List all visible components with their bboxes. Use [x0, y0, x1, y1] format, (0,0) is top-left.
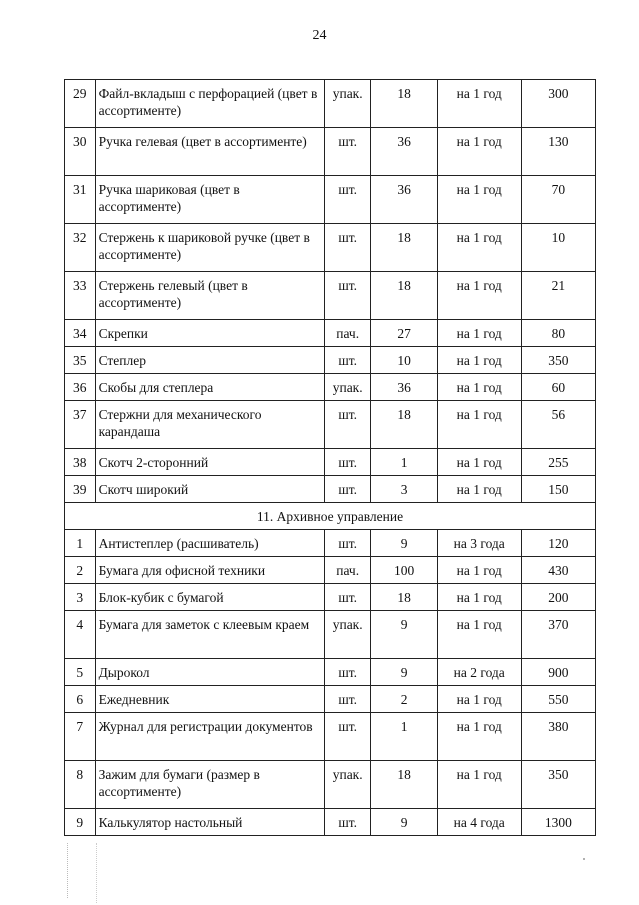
item-name: Стержень к шариковой ручке (цвет в ассортименте)	[95, 224, 324, 272]
unit-of-measure: упак.	[324, 761, 371, 809]
usage-period: на 3 года	[437, 530, 521, 557]
item-name: Ручка гелевая (цвет в ассортименте)	[95, 128, 324, 176]
quantity: 18	[371, 401, 437, 449]
section-header-row	[65, 503, 596, 530]
item-name: Ручка шариковая (цвет в ассортименте)	[95, 176, 324, 224]
table-row	[65, 374, 596, 401]
price: 350	[521, 761, 595, 809]
table-row	[65, 476, 596, 503]
price: 255	[521, 449, 595, 476]
table-row	[65, 176, 596, 224]
item-name: Бумага для офисной техники	[95, 557, 324, 584]
table-row	[65, 347, 596, 374]
unit-of-measure: шт.	[324, 686, 371, 713]
quantity: 36	[371, 176, 437, 224]
table-row	[65, 659, 596, 686]
quantity: 18	[371, 584, 437, 611]
unit-of-measure: шт.	[324, 809, 371, 836]
quantity: 27	[371, 320, 437, 347]
price: 56	[521, 401, 595, 449]
row-number: 39	[65, 476, 96, 503]
row-number: 1	[65, 530, 96, 557]
price: 350	[521, 347, 595, 374]
row-number: 34	[65, 320, 96, 347]
quantity: 36	[371, 128, 437, 176]
row-number: 38	[65, 449, 96, 476]
row-number: 37	[65, 401, 96, 449]
price: 130	[521, 128, 595, 176]
unit-of-measure: упак.	[324, 611, 371, 659]
price: 430	[521, 557, 595, 584]
quantity: 18	[371, 272, 437, 320]
usage-period: на 1 год	[437, 557, 521, 584]
scan-speck	[583, 858, 585, 860]
table-row	[65, 713, 596, 761]
price: 150	[521, 476, 595, 503]
unit-of-measure: упак.	[324, 374, 371, 401]
unit-of-measure: шт.	[324, 347, 371, 374]
price: 120	[521, 530, 595, 557]
row-number: 5	[65, 659, 96, 686]
unit-of-measure: шт.	[324, 449, 371, 476]
row-number: 2	[65, 557, 96, 584]
quantity: 36	[371, 374, 437, 401]
usage-period: на 1 год	[437, 80, 521, 128]
table-row	[65, 320, 596, 347]
row-number: 35	[65, 347, 96, 374]
item-name: Блок-кубик с бумагой	[95, 584, 324, 611]
usage-period: на 1 год	[437, 584, 521, 611]
item-name: Степлер	[95, 347, 324, 374]
table-row	[65, 401, 596, 449]
item-name: Дырокол	[95, 659, 324, 686]
table-row	[65, 809, 596, 836]
margin-line	[96, 843, 97, 903]
item-name: Бумага для заметок с клеевым краем	[95, 611, 324, 659]
quantity: 10	[371, 347, 437, 374]
item-name: Журнал для регистрации документов	[95, 713, 324, 761]
item-name: Калькулятор настольный	[95, 809, 324, 836]
unit-of-measure: упак.	[324, 80, 371, 128]
item-name: Скотч широкий	[95, 476, 324, 503]
quantity: 100	[371, 557, 437, 584]
usage-period: на 1 год	[437, 611, 521, 659]
price: 21	[521, 272, 595, 320]
usage-period: на 1 год	[437, 761, 521, 809]
quantity: 3	[371, 476, 437, 503]
usage-period: на 1 год	[437, 476, 521, 503]
section-title: 11. Архивное управление	[65, 503, 596, 530]
row-number: 32	[65, 224, 96, 272]
row-number: 30	[65, 128, 96, 176]
unit-of-measure: шт.	[324, 584, 371, 611]
usage-period: на 1 год	[437, 347, 521, 374]
row-number: 29	[65, 80, 96, 128]
unit-of-measure: шт.	[324, 659, 371, 686]
quantity: 9	[371, 611, 437, 659]
item-name: Скобы для степлера	[95, 374, 324, 401]
price: 200	[521, 584, 595, 611]
price: 1300	[521, 809, 595, 836]
supplies-table	[64, 79, 596, 836]
price: 80	[521, 320, 595, 347]
table-row	[65, 128, 596, 176]
table-row	[65, 80, 596, 128]
unit-of-measure: пач.	[324, 320, 371, 347]
table-row	[65, 272, 596, 320]
unit-of-measure: шт.	[324, 128, 371, 176]
table-row	[65, 686, 596, 713]
usage-period: на 1 год	[437, 401, 521, 449]
item-name: Ежедневник	[95, 686, 324, 713]
usage-period: на 1 год	[437, 224, 521, 272]
item-name: Стержни для механического карандаша	[95, 401, 324, 449]
row-number: 33	[65, 272, 96, 320]
unit-of-measure: шт.	[324, 530, 371, 557]
row-number: 3	[65, 584, 96, 611]
item-name: Антистеплер (расшиватель)	[95, 530, 324, 557]
quantity: 1	[371, 713, 437, 761]
row-number: 36	[65, 374, 96, 401]
quantity: 2	[371, 686, 437, 713]
item-name: Файл-вкладыш с перфорацией (цвет в ассортименте)	[95, 80, 324, 128]
usage-period: на 2 года	[437, 659, 521, 686]
quantity: 9	[371, 659, 437, 686]
usage-period: на 1 год	[437, 686, 521, 713]
quantity: 18	[371, 761, 437, 809]
table-row	[65, 449, 596, 476]
row-number: 7	[65, 713, 96, 761]
unit-of-measure: шт.	[324, 176, 371, 224]
unit-of-measure: шт.	[324, 224, 371, 272]
price: 550	[521, 686, 595, 713]
price: 60	[521, 374, 595, 401]
unit-of-measure: шт.	[324, 272, 371, 320]
margin-line	[67, 843, 68, 898]
price: 370	[521, 611, 595, 659]
item-name: Скрепки	[95, 320, 324, 347]
item-name: Стержень гелевый (цвет в ассортименте)	[95, 272, 324, 320]
table-row	[65, 224, 596, 272]
usage-period: на 1 год	[437, 374, 521, 401]
unit-of-measure: шт.	[324, 401, 371, 449]
table-row	[65, 530, 596, 557]
row-number: 8	[65, 761, 96, 809]
row-number: 9	[65, 809, 96, 836]
quantity: 18	[371, 80, 437, 128]
usage-period: на 1 год	[437, 176, 521, 224]
table-row	[65, 584, 596, 611]
table-row	[65, 557, 596, 584]
row-number: 4	[65, 611, 96, 659]
quantity: 9	[371, 809, 437, 836]
quantity: 1	[371, 449, 437, 476]
usage-period: на 1 год	[437, 449, 521, 476]
item-name: Зажим для бумаги (размер в ассортименте)	[95, 761, 324, 809]
unit-of-measure: шт.	[324, 476, 371, 503]
usage-period: на 1 год	[437, 320, 521, 347]
page-number: 24	[312, 28, 327, 43]
usage-period: на 1 год	[437, 128, 521, 176]
quantity: 18	[371, 224, 437, 272]
usage-period: на 1 год	[437, 713, 521, 761]
row-number: 31	[65, 176, 96, 224]
usage-period: на 4 года	[437, 809, 521, 836]
item-name: Скотч 2-сторонний	[95, 449, 324, 476]
row-number: 6	[65, 686, 96, 713]
usage-period: на 1 год	[437, 272, 521, 320]
unit-of-measure: пач.	[324, 557, 371, 584]
price: 380	[521, 713, 595, 761]
price: 300	[521, 80, 595, 128]
price: 10	[521, 224, 595, 272]
price: 70	[521, 176, 595, 224]
price: 900	[521, 659, 595, 686]
table-row	[65, 761, 596, 809]
table-row	[65, 611, 596, 659]
unit-of-measure: шт.	[324, 713, 371, 761]
quantity: 9	[371, 530, 437, 557]
